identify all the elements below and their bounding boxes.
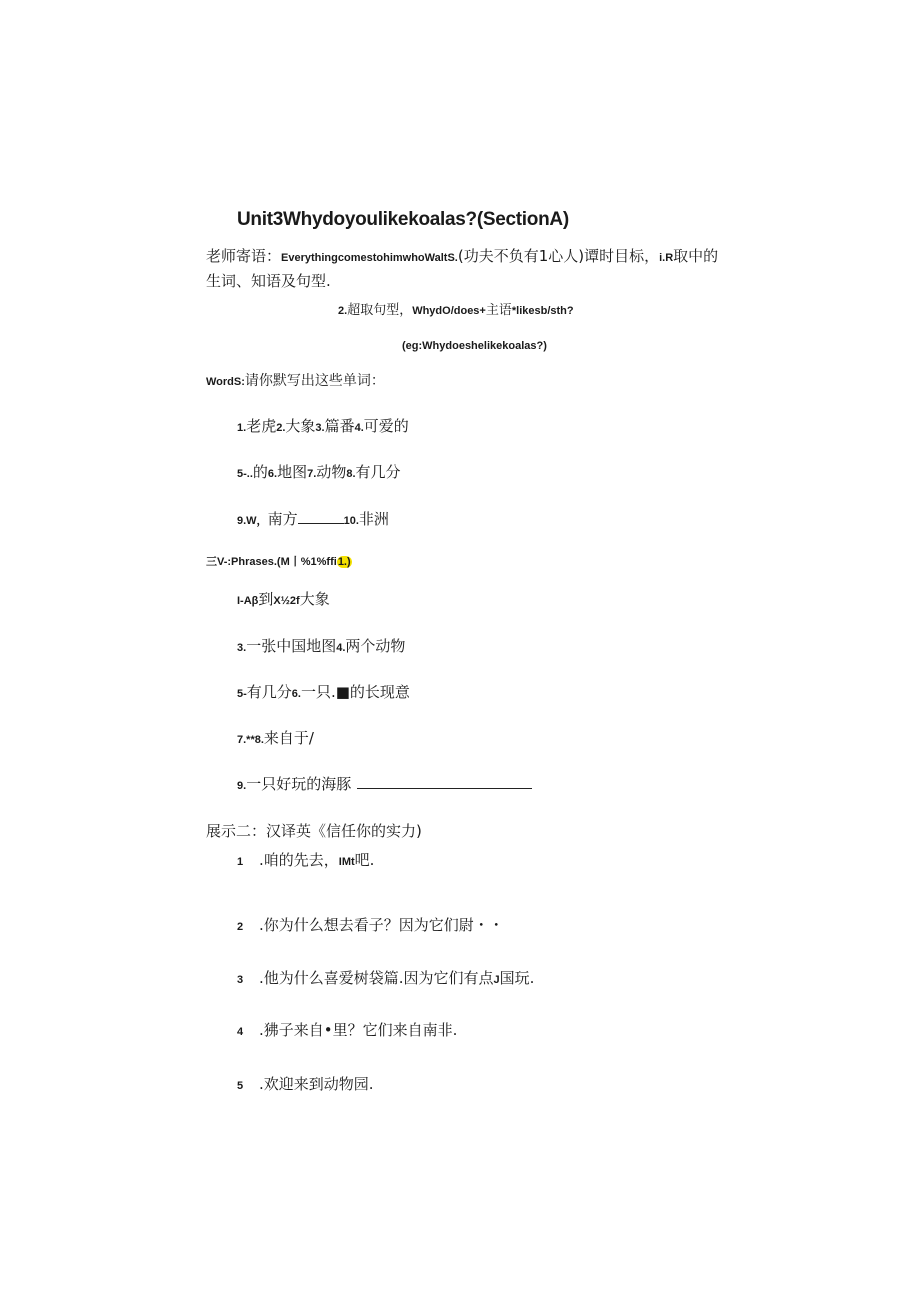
word-number: 3. — [315, 422, 325, 434]
word-number: 1. — [237, 422, 247, 434]
goal-pattern-2: *likesb/sth? — [511, 305, 574, 317]
words-label: WordS: — [206, 376, 245, 388]
goal-cn-2: 主语 — [485, 303, 512, 318]
phrase-number: 6. — [291, 688, 301, 700]
phrase-row — [237, 588, 330, 609]
item-bold-fragment: J — [493, 974, 500, 986]
phrase-prompt: 到 — [258, 590, 274, 608]
word-number: 4. — [354, 422, 364, 434]
word-number: 5-.. — [237, 468, 253, 480]
item-bold-fragment: IMt — [338, 856, 355, 868]
phrases-label: 三V-:Phrases.(M丨%1%ffi — [206, 556, 337, 568]
word-number: 2. — [276, 422, 286, 434]
teacher-motto-line-1 — [206, 245, 718, 266]
highlighted-fragment: 1.) — [337, 556, 351, 568]
translation-item — [237, 1073, 374, 1094]
motto-label: 老师寄语： — [206, 247, 282, 265]
phrase-prompt: 一只好玩的海豚 — [246, 775, 352, 793]
word-prompt: 南方 — [267, 510, 298, 528]
phrase-number: 3. — [237, 642, 247, 654]
word-prompt: 篇番 — [324, 417, 355, 435]
answer-blank[interactable] — [357, 788, 532, 789]
word-number: 7. — [307, 468, 317, 480]
phrase-prompt: 一张中国地图 — [246, 637, 337, 655]
item-text-end: 吧. — [354, 851, 375, 869]
words-row-2 — [237, 461, 401, 482]
phrase-prompt: 两个动物 — [345, 637, 406, 655]
translation-heading: 展示二：汉译英《信任你的实力) — [206, 822, 422, 840]
phrase-prompt: 一只.■的长现意 — [300, 683, 410, 701]
phrase-prompt: 来自于/ — [263, 729, 314, 747]
goal-cn: 超取句型， — [347, 303, 413, 318]
phrase-number: 4. — [336, 642, 346, 654]
words-row-1 — [237, 415, 409, 436]
translation-item — [237, 1019, 457, 1040]
word-number: 8. — [346, 468, 356, 480]
motto-end: 取中的 — [673, 247, 719, 265]
phrases-heading — [206, 553, 352, 569]
item-number: 3 — [237, 974, 244, 986]
item-text: .咱的先去， — [259, 851, 339, 869]
page-title: Unit3Whydoyoulikekoalas?(SectionA) — [237, 209, 569, 230]
word-prompt: 动物 — [316, 463, 347, 481]
words-instruction: 请你默写出这些单词： — [244, 373, 385, 389]
word-number: 10. — [343, 515, 359, 527]
item-number: 2 — [237, 921, 244, 933]
word-prompt: 非洲 — [358, 510, 389, 528]
phrase-prompt: 有几分 — [246, 683, 292, 701]
phrase-row — [237, 635, 405, 656]
phrase-number: 9. — [237, 780, 247, 792]
word-prompt: 地图 — [277, 463, 308, 481]
word-prompt: 老虎 — [246, 417, 277, 435]
item-text: .他为什么喜爱树袋篇.因为它们有点 — [259, 969, 494, 987]
phrase-row — [237, 681, 410, 702]
item-text: .狒子来自•里？它们来自南非. — [259, 1021, 458, 1039]
motto-bold-fragment: i.R — [659, 252, 674, 264]
phrase-row — [237, 727, 314, 748]
phrase-row — [237, 773, 532, 794]
word-prompt: 的 — [252, 463, 268, 481]
item-number: 1 — [237, 856, 244, 868]
words-heading — [206, 370, 385, 390]
phrase-number: X½2f — [273, 595, 300, 607]
item-number: 4 — [237, 1026, 244, 1038]
word-number: 9.W， — [237, 515, 268, 527]
phrase-number: I-Aβ — [237, 595, 259, 607]
phrase-prompt: 大象 — [299, 590, 330, 608]
word-prompt: 可爱的 — [363, 417, 409, 435]
item-text: .欢迎来到动物园. — [259, 1075, 374, 1093]
word-prompt: 大象 — [285, 417, 316, 435]
words-row-3 — [237, 508, 389, 529]
item-text: .你为什么想去看子？因为它们尉・・ — [259, 916, 504, 934]
translation-item — [237, 849, 374, 870]
phrase-number: 7.**8. — [237, 734, 264, 746]
item-text-end: 国玩. — [499, 969, 535, 987]
phrase-number: 5- — [237, 688, 247, 700]
motto-quote: EverythingcomestohimwhoWaltS. — [281, 252, 458, 264]
example-sentence: (eg:Whydoeshelikekoalas?) — [402, 340, 547, 352]
word-prompt: 有几分 — [355, 463, 401, 481]
item-number: 5 — [237, 1080, 244, 1092]
goal-sentence-pattern — [338, 299, 574, 318]
answer-blank[interactable] — [298, 523, 344, 524]
word-number: 6. — [267, 468, 278, 480]
translation-item — [237, 967, 534, 988]
translation-item — [237, 914, 504, 935]
motto-chinese: (功夫不负有1心人)谭时目标， — [457, 247, 660, 265]
goal-pattern-1: WhydO/does+ — [412, 305, 486, 317]
goal-number: 2. — [338, 305, 348, 317]
teacher-motto-line-2: 生词、知语及句型. — [206, 272, 331, 290]
